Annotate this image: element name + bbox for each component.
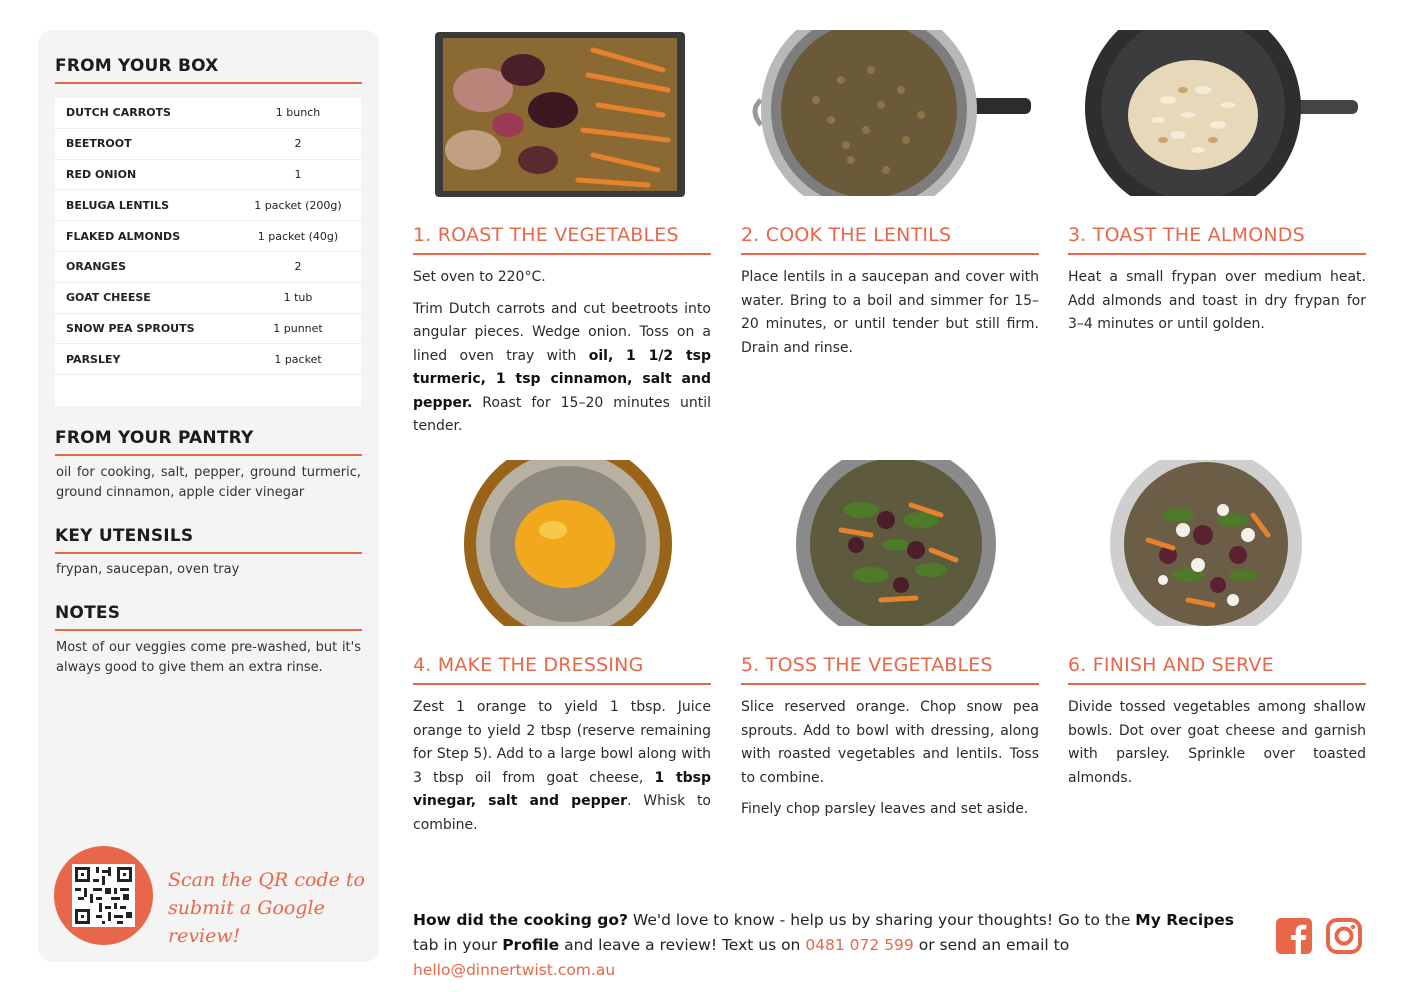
step-paragraph <box>741 696 1039 790</box>
step-3-rule <box>1068 253 1366 255</box>
ingredient-row <box>55 283 361 314</box>
ingredient-row <box>55 252 361 283</box>
step-text: Finely chop parsley leaves and set aside. <box>741 801 1029 817</box>
step-5-title: 5. TOSS THE VEGETABLES <box>741 654 993 676</box>
step-5-body <box>741 696 1039 830</box>
step-1-body <box>413 266 711 447</box>
step-1-title: 1. ROAST THE VEGETABLES <box>413 224 679 246</box>
qr-call-to-action <box>168 866 379 950</box>
box-heading-rule <box>55 82 362 84</box>
feedback-footer <box>413 908 1263 983</box>
ingredient-name: RED ONION <box>66 167 137 181</box>
ingredient-quantity: 1 tub <box>283 291 313 305</box>
ingredient-name: SNOW PEA SPROUTS <box>66 321 195 335</box>
qr-code-icon <box>72 864 135 927</box>
ingredients-list <box>55 98 361 406</box>
step-paragraph <box>413 298 711 439</box>
step-paragraph <box>741 798 1039 822</box>
ingredient-row <box>55 160 361 191</box>
ingredient-row <box>55 129 361 160</box>
qr-code-badge[interactable] <box>54 846 153 945</box>
step-paragraph <box>413 266 711 290</box>
utensils-heading: KEY UTENSILS <box>55 526 194 546</box>
facebook-icon[interactable] <box>1276 918 1312 954</box>
feedback-text-4: or send an email to <box>913 936 1070 954</box>
instagram-icon[interactable] <box>1326 918 1362 954</box>
step-paragraph <box>1068 266 1366 337</box>
box-heading: FROM YOUR BOX <box>55 56 219 76</box>
utensils-text: frypan, saucepan, oven tray <box>56 562 240 577</box>
step-text: Divide tossed vegetables among shallow bowls. Dot over goat cheese and garnish with parsley. Sprinkle over toasted almonds. <box>1068 699 1366 786</box>
pantry-heading: FROM YOUR PANTRY <box>55 428 254 448</box>
step-3 <box>1068 30 1366 430</box>
step-emphasis: oil, 1 1/2 tsp turmeric, 1 tsp cinnamon, salt and pepper. <box>413 347 711 411</box>
step-6-body <box>1068 696 1366 798</box>
step-4-title: 4. MAKE THE DRESSING <box>413 654 644 676</box>
ingredient-row <box>55 344 361 375</box>
step-1-rule <box>413 253 711 255</box>
ingredient-name: GOAT CHEESE <box>66 291 151 305</box>
ingredient-quantity: 1 bunch <box>275 106 321 120</box>
ingredient-row <box>55 98 361 129</box>
step-2-rule <box>741 253 1039 255</box>
step-text: . Whisk to combine. <box>413 793 711 833</box>
profile-link: Profile <box>502 936 560 954</box>
toasted-almonds-photo <box>1068 30 1366 198</box>
roasted-vegetables-photo <box>413 30 711 198</box>
step-paragraph <box>741 266 1039 360</box>
step-text: Zest 1 orange to yield 1 tbsp. Juice orange to yield 2 tbsp (reserve remaining for Step 5). Add to a large bowl along with 3 tbsp oil from goat cheese, <box>413 699 711 786</box>
notes-heading: NOTES <box>55 603 121 623</box>
notes-heading-rule <box>55 629 362 631</box>
step-paragraph <box>413 696 711 837</box>
step-text: Place lentils in a saucepan and cover with water. Bring to a boil and simmer for 15–20 minutes, or until tender but still firm. Drain and rinse. <box>741 269 1039 356</box>
step-text: Trim Dutch carrots and cut beetroots into angular pieces. Wedge onion. Toss on a lined oven tray with <box>413 300 711 364</box>
ingredient-name: BEETROOT <box>66 137 132 151</box>
step-3-title: 3. TOAST THE ALMONDS <box>1068 224 1305 246</box>
ingredients-sidebar <box>38 30 379 962</box>
feedback-text-1: We'd love to know - help us by sharing your thoughts! Go to the <box>627 911 1136 929</box>
step-5-rule <box>741 683 1039 685</box>
ingredient-quantity: 2 <box>294 137 302 151</box>
utensils-heading-rule <box>55 552 362 554</box>
ingredient-row <box>55 221 361 252</box>
feedback-text-2: tab in your <box>413 936 503 954</box>
feedback-question: How did the cooking go? <box>413 911 628 929</box>
ingredient-quantity: 2 <box>294 260 302 274</box>
step-text: Slice reserved orange. Chop snow pea sprouts. Add to bowl with dressing, along with roasted vegetables and lentils. Toss to combine. <box>741 699 1039 786</box>
step-text: Set oven to 220°C. <box>413 269 546 285</box>
qr-cta-line-1: Scan the QR code to <box>168 869 365 891</box>
pantry-text: oil for cooking, salt, pepper, ground turmeric, ground cinnamon, apple cider vinegar <box>56 465 361 500</box>
step-text: Roast for 15–20 minutes until tender. <box>413 394 711 434</box>
ingredient-row <box>55 314 361 345</box>
step-emphasis: 1 tbsp vinegar, salt and pepper <box>413 769 712 809</box>
qr-cta-line-2: submit a Google review! <box>168 897 325 947</box>
step-text: Heat a small frypan over medium heat. Add almonds and toast in dry frypan for 3–4 minutes or until golden. <box>1068 269 1366 332</box>
pantry-heading-rule <box>55 454 362 456</box>
step-2-body <box>741 266 1039 368</box>
phone-number[interactable]: 0481 072 599 <box>805 936 914 954</box>
ingredient-quantity: 1 packet (200g) <box>254 198 342 212</box>
ingredient-row <box>55 190 361 221</box>
finished-salad-photo <box>1068 460 1366 628</box>
lentils-saucepan-photo <box>741 30 1039 198</box>
ingredient-quantity: 1 <box>294 167 302 181</box>
ingredient-name: FLAKED ALMONDS <box>66 229 181 243</box>
dressing-bowl-photo <box>413 460 711 628</box>
ingredient-name: ORANGES <box>66 260 127 274</box>
tossed-vegetables-photo <box>741 460 1039 628</box>
step-paragraph <box>1068 696 1366 790</box>
email-link[interactable]: hello@dinnertwist.com.au <box>413 961 616 979</box>
feedback-text-3: and leave a review! Text us on <box>559 936 806 954</box>
step-6 <box>1068 460 1366 840</box>
step-5 <box>741 460 1039 840</box>
ingredient-name: BELUGA LENTILS <box>66 198 170 212</box>
step-1 <box>413 30 711 434</box>
step-2 <box>741 30 1039 430</box>
step-4 <box>413 460 711 840</box>
step-2-title: 2. COOK THE LENTILS <box>741 224 952 246</box>
step-4-rule <box>413 683 711 685</box>
ingredient-quantity: 1 packet (40g) <box>257 229 339 243</box>
my-recipes-link: My Recipes <box>1135 911 1234 929</box>
ingredient-quantity: 1 punnet <box>273 321 323 335</box>
notes-text: Most of our veggies come pre-washed, but it's always good to give them an extra rinse. <box>56 640 361 675</box>
step-4-body <box>413 696 711 845</box>
step-6-rule <box>1068 683 1366 685</box>
ingredient-name: DUTCH CARROTS <box>66 106 171 120</box>
ingredient-name: PARSLEY <box>66 352 121 366</box>
ingredient-quantity: 1 packet <box>274 352 322 366</box>
step-6-title: 6. FINISH AND SERVE <box>1068 654 1274 676</box>
step-3-body <box>1068 266 1366 345</box>
